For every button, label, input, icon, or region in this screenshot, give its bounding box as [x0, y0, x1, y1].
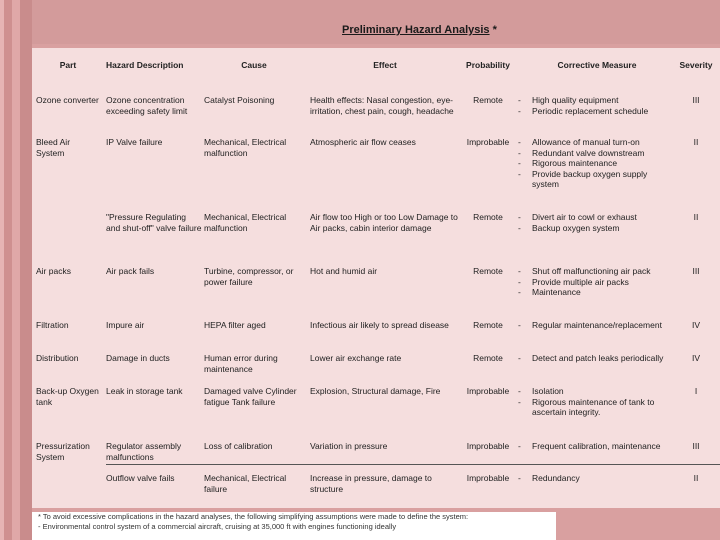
cell-part: Bleed Air System — [36, 137, 71, 158]
cell-part: Ozone converter — [36, 95, 99, 105]
header-cause: Cause — [241, 60, 267, 70]
measure-dash: - — [518, 287, 521, 297]
cell-effect: Health effects: Nasal congestion, eye-irritation, chest pain, cough, headache — [310, 95, 454, 116]
cell-probability: Remote — [473, 212, 503, 222]
measure-dash: - — [518, 396, 521, 407]
measure-text: Maintenance — [532, 287, 581, 297]
measure-item — [518, 441, 676, 452]
cell-probability: Remote — [473, 95, 503, 105]
measure-text: Isolation — [532, 386, 564, 396]
measure-item — [518, 386, 676, 397]
measure-dash: - — [518, 222, 521, 233]
cell-effect: Hot and humid air — [310, 266, 378, 276]
cell-part: Air packs — [36, 266, 71, 276]
measure-item — [518, 106, 676, 117]
header-effect: Effect — [373, 60, 397, 70]
cell-corrective-measures — [518, 386, 676, 418]
row-divider — [106, 464, 720, 465]
cell-cause: Catalyst Poisoning — [204, 95, 275, 105]
cell-corrective-measures — [518, 137, 676, 190]
measure-dash: - — [518, 95, 521, 105]
measure-text: Redundant valve downstream — [532, 147, 645, 158]
cell-probability: Improbable — [466, 473, 510, 483]
cell-probability: Improbable — [466, 386, 510, 396]
measure-text: Allowance of manual turn-on — [532, 137, 640, 147]
measure-text: Shut off malfunctioning air pack — [532, 266, 651, 276]
cell-cause: Mechanical, Electrical malfunction — [204, 137, 287, 158]
title-text: Preliminary Hazard Analysis — [342, 24, 490, 36]
measure-text: Regular maintenance/replacement — [532, 320, 662, 330]
cell-probability: Improbable — [466, 441, 510, 451]
cell-cause: Turbine, compressor, or power failure — [204, 266, 294, 287]
cell-severity: II — [693, 137, 699, 147]
header-probability: Probability — [466, 60, 510, 70]
cell-severity: III — [692, 441, 700, 451]
cell-corrective-measures — [518, 353, 676, 364]
cell-severity: III — [692, 266, 700, 276]
cell-corrective-measures — [518, 212, 676, 233]
decor-stripe — [20, 0, 32, 540]
measure-item — [518, 287, 676, 298]
measure-dash: - — [518, 212, 521, 222]
footnote-line-2: - Environmental control system of a commercial aircraft, cruising at 35,000 ft with engines functioning ideally — [38, 522, 397, 531]
page-title — [342, 24, 497, 36]
measure-dash: - — [518, 386, 521, 396]
cell-effect: Atmospheric air flow ceases — [310, 137, 416, 147]
measure-item — [518, 223, 676, 234]
measure-item — [518, 473, 676, 484]
cell-cause: HEPA filter aged — [204, 320, 266, 330]
cell-cause: Mechanical, Electrical malfunction — [204, 212, 287, 233]
measure-text: High quality equipment — [532, 95, 619, 105]
title-footnote-mark: * — [492, 24, 497, 36]
measure-item — [518, 397, 676, 418]
cell-hazard: Air pack fails — [106, 266, 155, 276]
cell-probability: Remote — [473, 320, 503, 330]
measure-item — [518, 137, 676, 148]
cell-severity: II — [693, 473, 699, 483]
cell-effect: Lower air exchange rate — [310, 353, 402, 363]
cell-cause: Loss of calibration — [204, 441, 273, 451]
measure-text: Frequent calibration, maintenance — [532, 441, 661, 451]
cell-corrective-measures — [518, 473, 676, 484]
cell-hazard: Ozone concentration exceeding safety limit — [106, 95, 188, 116]
measure-text: Divert air to cowl or exhaust — [532, 212, 637, 222]
measure-item — [518, 320, 676, 331]
cell-corrective-measures — [518, 266, 676, 298]
measure-item — [518, 148, 676, 159]
cell-hazard: IP Valve failure — [106, 137, 163, 147]
measure-dash: - — [518, 320, 521, 330]
measure-dash: - — [518, 158, 521, 168]
measure-dash: - — [518, 105, 521, 116]
cell-corrective-measures — [518, 441, 676, 452]
measure-item — [518, 169, 676, 190]
cell-corrective-measures — [518, 320, 676, 331]
header-corrective-measure: Corrective Measure — [557, 60, 637, 70]
cell-probability: Remote — [473, 353, 503, 363]
cell-effect: Infectious air likely to spread disease — [310, 320, 449, 330]
cell-effect: Increase in pressure, damage to structure — [310, 473, 432, 494]
cell-probability: Improbable — [466, 137, 510, 147]
cell-corrective-measures — [518, 95, 676, 116]
title-band — [0, 0, 720, 44]
measure-item — [518, 95, 676, 106]
cell-hazard: Impure air — [106, 320, 145, 330]
measure-dash: - — [518, 137, 521, 147]
cell-severity: IV — [691, 320, 701, 330]
hazard-table — [32, 48, 720, 508]
footnote — [32, 512, 556, 540]
cell-part: Distribution — [36, 353, 79, 363]
cell-hazard: Leak in storage tank — [106, 386, 183, 396]
cell-part: Back-up Oxygen tank — [36, 386, 99, 407]
measure-text: Rigorous maintenance — [532, 158, 618, 168]
measure-dash: - — [518, 266, 521, 276]
cell-hazard: Outflow valve fails — [106, 473, 175, 483]
measure-item — [518, 353, 676, 364]
cell-part: Pressurization System — [36, 441, 90, 462]
measure-item — [518, 158, 676, 169]
measure-dash: - — [518, 276, 521, 287]
measure-item — [518, 212, 676, 223]
cell-effect: Air flow too High or too Low Damage to Air packs, cabin interior damage — [310, 212, 458, 233]
decor-stripe — [12, 0, 20, 540]
cell-hazard: Damage in ducts — [106, 353, 170, 363]
cell-cause: Mechanical, Electrical failure — [204, 473, 287, 494]
header-part: Part — [59, 60, 77, 70]
footnote-line-1: * To avoid excessive complications in the hazard analyses, the following simplifying assumptions were made to define the system: — [38, 512, 469, 521]
measure-dash: - — [518, 441, 521, 451]
measure-text: Periodic replacement schedule — [532, 105, 649, 116]
cell-severity: II — [693, 212, 699, 222]
measure-text: Backup oxygen system — [532, 222, 620, 233]
cell-hazard: Regulator assembly malfunctions — [106, 441, 182, 462]
cell-cause: Human error during maintenance — [204, 353, 278, 374]
header-hazard: Hazard Description — [106, 60, 184, 70]
measure-item — [518, 266, 676, 277]
measure-item — [518, 277, 676, 288]
cell-effect: Variation in pressure — [310, 441, 388, 451]
measure-dash: - — [518, 473, 521, 483]
measure-text: Detect and patch leaks periodically — [532, 353, 664, 363]
cell-part: Filtration — [36, 320, 69, 330]
cell-hazard: "Pressure Regulating and shut-off" valve failure — [106, 212, 202, 233]
measure-text: Provide backup oxygen supply system — [532, 168, 648, 189]
cell-cause: Damaged valve Cylinder fatigue Tank failure — [204, 386, 297, 407]
decor-stripe — [4, 0, 12, 540]
measure-text: Redundancy — [532, 473, 580, 483]
cell-severity: IV — [691, 353, 701, 363]
cell-effect: Explosion, Structural damage, Fire — [310, 386, 441, 396]
measure-text: Rigorous maintenance of tank to ascertain integrity. — [532, 396, 655, 417]
measure-text: Provide multiple air packs — [532, 276, 629, 287]
cell-severity: III — [692, 95, 700, 105]
measure-dash: - — [518, 353, 521, 363]
measure-dash: - — [518, 168, 521, 179]
measure-dash: - — [518, 147, 521, 158]
cell-probability: Remote — [473, 266, 503, 276]
cell-severity: I — [694, 386, 698, 396]
header-severity: Severity — [679, 60, 713, 70]
